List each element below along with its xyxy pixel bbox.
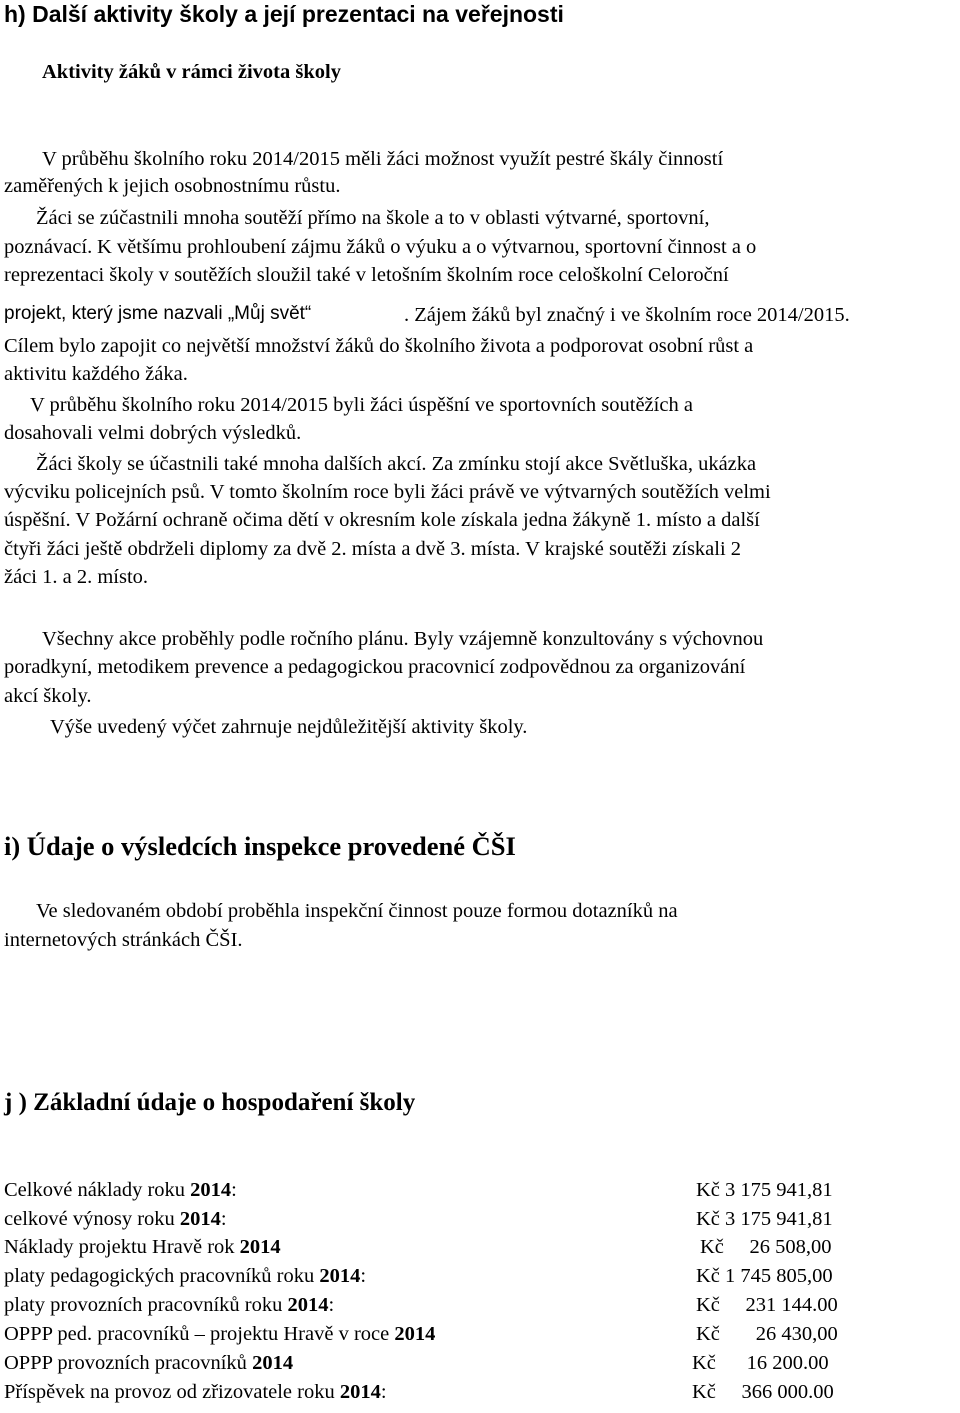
- paragraph-line: Cílem bylo zapojit co největší množství žáků do školního života a podporovat osobní růst a: [4, 335, 754, 357]
- paragraph-line: dosahovali velmi dobrých výsledků.: [4, 422, 302, 444]
- paragraph-line: aktivitu každého žáka.: [4, 363, 188, 385]
- budget-row-value: Kč 366 000.00: [692, 1381, 834, 1403]
- budget-row-value: Kč 26 508,00: [700, 1236, 832, 1258]
- paragraph-line: V průběhu školního roku 2014/2015 měli žáci možnost využít pestré škály činností: [42, 148, 724, 170]
- paragraph-line: výcviku policejních psů. V tomto školním roce byli žáci právě ve výtvarných soutěžích velmi: [4, 481, 771, 503]
- paragraph-line: poznávací.: [4, 236, 93, 258]
- paragraph-line: Žáci se zúčastnili mnoha soutěží přímo na škole a to v oblasti výtvarné, sportovní,: [36, 207, 710, 229]
- section-j-heading: j ) Základní údaje o hospodaření školy: [4, 1089, 416, 1116]
- paragraph-line: reprezentaci školy v soutěžích sloužil také v letošním školním roce celoškolní Celoroční: [4, 264, 729, 286]
- paragraph-line: projekt, který jsme nazvali „Můj svět“: [4, 303, 312, 324]
- budget-row-label: celkové výnosy roku 2014:: [4, 1208, 227, 1230]
- budget-row-value: Kč 26 430,00: [696, 1323, 838, 1345]
- paragraph-line: . Zájem žáků byl značný i ve školním roce 2014/2015.: [404, 304, 850, 326]
- section-i-heading: i) Údaje o výsledcích inspekce provedené ČŠI: [4, 831, 516, 861]
- paragraph-line: čtyři žáci ještě obdrželi diplomy za dvě 2. místa a dvě 3. místa. V krajské soutěži získali 2: [4, 538, 742, 560]
- budget-row-label: Příspěvek na provoz od zřizovatele roku 2014:: [4, 1381, 387, 1403]
- paragraph-line: Výše uvedený výčet zahrnuje nejdůležitější aktivity školy.: [50, 716, 528, 738]
- section-h-heading: h) Další aktivity školy a její prezentaci na veřejnosti: [4, 1, 564, 27]
- budget-row-label: Celkové náklady roku 2014:: [4, 1179, 237, 1201]
- budget-row-value: Kč 16 200.00: [692, 1352, 829, 1374]
- budget-row-value: Kč 3 175 941,81: [696, 1208, 833, 1230]
- paragraph-line: V průběhu školního roku 2014/2015 byli žáci úspěšní ve sportovních soutěžích a: [30, 394, 693, 416]
- paragraph-line: K většímu prohloubení zájmu žáků o výuku a o výtvarnou, sportovní činnost a o: [97, 236, 757, 258]
- paragraph-line: Všechny akce proběhly podle ročního plánu. Byly vzájemně konzultovány s výchovnou: [42, 628, 764, 650]
- paragraph-line: zaměřených k jejich osobnostnímu růstu.: [4, 175, 341, 197]
- paragraph-line: internetových stránkách ČŠI.: [4, 929, 243, 951]
- budget-row-label: Náklady projektu Hravě rok 2014: [4, 1236, 281, 1258]
- budget-row-label: OPPP provozních pracovníků 2014: [4, 1352, 294, 1374]
- paragraph-line: Žáci školy se účastnili také mnoha dalších akcí. Za zmínku stojí akce Světluška, ukázka: [36, 453, 757, 475]
- budget-row-value: Kč 1 745 805,00: [696, 1265, 833, 1287]
- paragraph-line: poradkyní, metodikem prevence a pedagogickou pracovnicí zodpovědnou za organizování: [4, 656, 746, 678]
- paragraph-line: úspěšní. V Požární ochraně očima dětí v okresním kole získala jedna žákyně 1. místo a další: [4, 509, 760, 531]
- paragraph-line: Ve sledovaném období proběhla inspekční činnost pouze formou dotazníků na: [36, 900, 678, 922]
- budget-row-label: platy pedagogických pracovníků roku 2014:: [4, 1265, 367, 1287]
- paragraph-line: žáci 1. a 2. místo.: [4, 566, 149, 588]
- budget-row-label: platy provozních pracovníků roku 2014:: [4, 1294, 335, 1316]
- budget-row-label: OPPP ped. pracovníků – projektu Hravě v roce 2014: [4, 1323, 436, 1345]
- section-h-subheading: Aktivity žáků v rámci života školy: [42, 61, 341, 83]
- paragraph-line: akcí školy.: [4, 685, 92, 707]
- budget-row-value: Kč 231 144.00: [696, 1294, 838, 1316]
- budget-row-value: Kč 3 175 941,81: [696, 1179, 833, 1201]
